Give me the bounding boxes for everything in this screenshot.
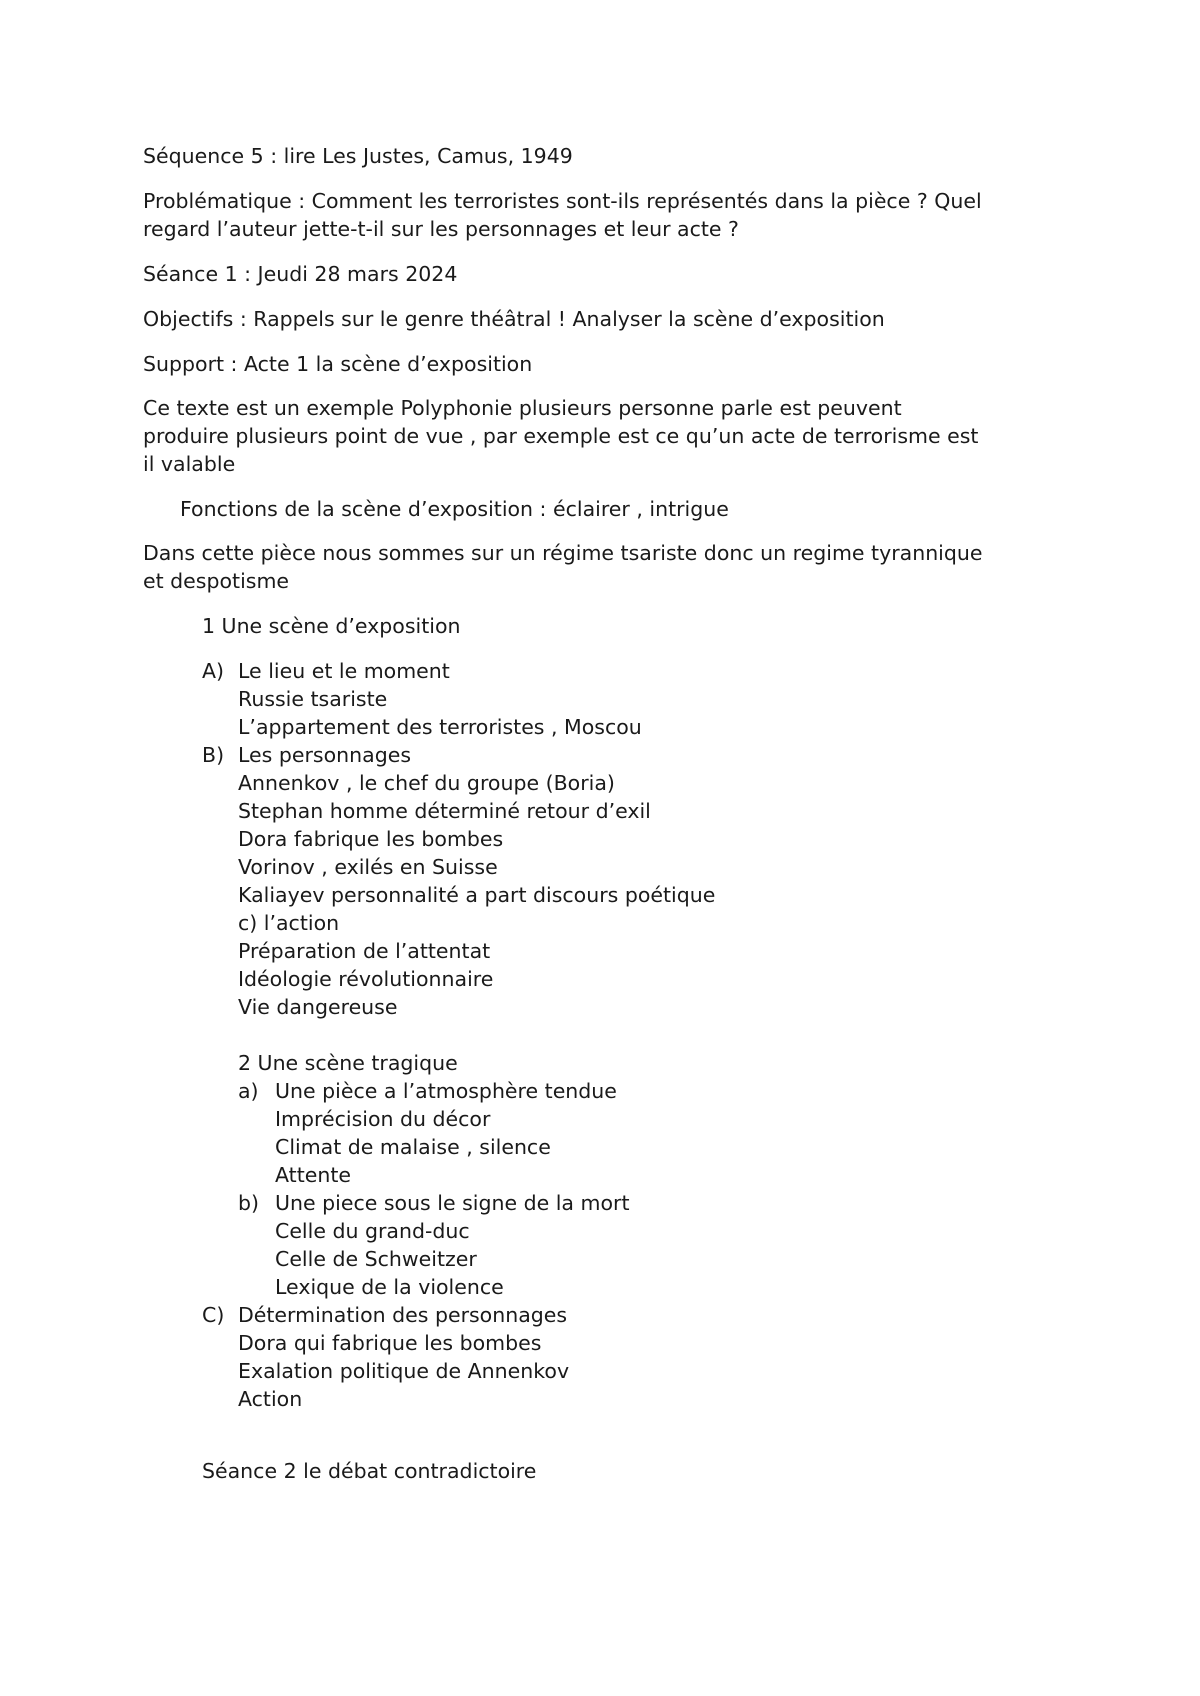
section-b-line: Annenkov , le chef du groupe (Boria) <box>238 771 615 795</box>
section-c-marker: C) <box>202 1303 225 1327</box>
section-c-line: Action <box>238 1387 303 1411</box>
sub-b-marker: b) <box>238 1191 260 1215</box>
section-c-line: Détermination des personnages <box>238 1303 568 1327</box>
polyphonie-line-3: il valable <box>143 452 236 476</box>
section-b-line: c) l’action <box>238 911 340 935</box>
section-a-line: Le lieu et le moment <box>238 659 450 683</box>
section-c-line: Exalation politique de Annenkov <box>238 1359 570 1383</box>
sub-a-marker: a) <box>238 1079 259 1103</box>
section-b-line: Stephan homme déterminé retour d’exil <box>238 799 651 823</box>
section-b-line: Préparation de l’attentat <box>238 939 491 963</box>
section-a-line: Russie tsariste <box>238 687 388 711</box>
polyphonie-line-1: Ce texte est un exemple Polyphonie plusieurs personne parle est peuvent <box>143 396 902 420</box>
sequence-title: Séquence 5 : lire Les Justes, Camus, 1949 <box>143 144 573 168</box>
sub-b-line: Une piece sous le signe de la mort <box>275 1191 630 1215</box>
part-1-heading: 1 Une scène d’exposition <box>202 614 461 638</box>
seance-1-heading: Séance 1 : Jeudi 28 mars 2024 <box>143 262 458 286</box>
regime-line-1: Dans cette pièce nous sommes sur un régime tsariste donc un regime tyrannique <box>143 541 983 565</box>
objectifs-line: Objectifs : Rappels sur le genre théâtral ! Analyser la scène d’exposition <box>143 307 885 331</box>
section-b-line: Vie dangereuse <box>238 995 398 1019</box>
sub-b-line: Lexique de la violence <box>275 1275 504 1299</box>
section-b-marker: B) <box>202 743 225 767</box>
sub-a-line: Imprécision du décor <box>275 1107 491 1131</box>
regime-line-2: et despotisme <box>143 569 290 593</box>
section-b-line: Vorinov , exilés en Suisse <box>238 855 498 879</box>
sub-a-line: Attente <box>275 1163 351 1187</box>
seance-2-heading: Séance 2 le débat contradictoire <box>202 1459 537 1483</box>
section-c-line: Dora qui fabrique les bombes <box>238 1331 542 1355</box>
problematique-line-1: Problématique : Comment les terroristes sont-ils représentés dans la pièce ? Quel <box>143 189 982 213</box>
section-a-marker: A) <box>202 659 225 683</box>
section-a-line: L’appartement des terroristes , Moscou <box>238 715 642 739</box>
problematique-line-2: regard l’auteur jette-t-il sur les personnages et leur acte ? <box>143 217 739 241</box>
sub-b-line: Celle de Schweitzer <box>275 1247 477 1271</box>
sub-b-line: Celle du grand-duc <box>275 1219 470 1243</box>
fonctions-line: Fonctions de la scène d’exposition : éclairer , intrigue <box>180 497 729 521</box>
sub-a-line: Climat de malaise , silence <box>275 1135 551 1159</box>
part-2-heading: 2 Une scène tragique <box>238 1051 458 1075</box>
polyphonie-line-2: produire plusieurs point de vue , par exemple est ce qu’un acte de terrorisme est <box>143 424 979 448</box>
section-b-line: Dora fabrique les bombes <box>238 827 504 851</box>
sub-a-line: Une pièce a l’atmosphère tendue <box>275 1079 617 1103</box>
section-b-line: Idéologie révolutionnaire <box>238 967 494 991</box>
section-b-line: Kaliayev personnalité a part discours poétique <box>238 883 716 907</box>
support-line: Support : Acte 1 la scène d’exposition <box>143 352 533 376</box>
section-b-line: Les personnages <box>238 743 411 767</box>
